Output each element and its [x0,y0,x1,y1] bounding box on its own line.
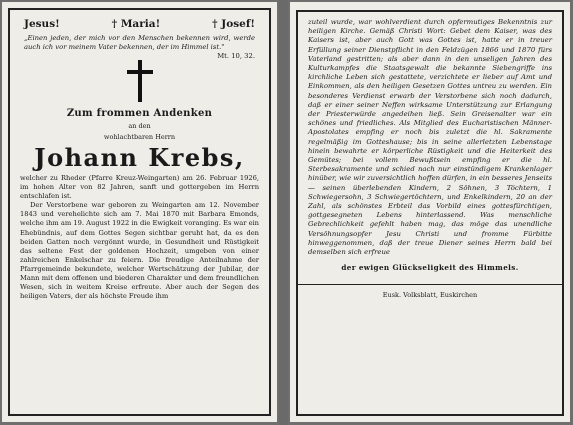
bible-quote: „Einen jeden, der mich vor den Menschen bekennen wird, werde auch ich vor meinem Vater bekennen, der im Himmel ist." Mt. 10, 32. [24,34,255,60]
memorial-title: Zum frommen Andenken [66,108,213,119]
deceased-name: Johann Krebs, [34,143,245,172]
invocation-josef: † Josef! [212,18,255,30]
cross-glyph: † [212,18,218,30]
memorial-card-front [2,2,277,422]
memorial-card-back [290,2,570,422]
closing-line: der ewigen Glückseligkeit des Himmels. [341,263,519,273]
card-divider [279,0,288,425]
printer-credit: Eusk. Volksblatt, Euskirchen [382,291,478,300]
biography-continued: zuteil wurde, war wohlverdient durch opfermutiges Bekenntnis zur heiligen Kirche. Gemäß Christi Wort: Gebet dem Kaiser, was des Kaisers ist, aber auch Gott was Gottes ist, hatte er in treuer Erfüllung seiner Dienstpflicht in den Feldzügen 1866 und 1870 fürs Vaterland gestritten; als aber dann in den unseligen Jahren des Kulturkampfes die Staatsgewalt die bekannte Siebengriffe ins kirchliche Leben sich gestattete, verzichtete er lieber auf Amt und Einkommen, als den heiligen Gesetzen Gottes untreu zu werden. Ein besonderes Verdienst erwarb der Verstorbene sich noch dadurch, daß er einer seiner Neffen wirksame Unterstützung zur Erlangung der Priesterwürde angedeihen ließ. Sein Greisenalter war ein schönes und friedliches. Als Mitglied des Eucharistischen Männer-Apostolates empfing er noch bis zuletzt die hl. Sakramente regelmäßig im Gotteshause; bis in seine allerletzten Lebenstage hinein bewahrte er körperliche Rüstigkeit und die Heiterkeit des Gemütes; bei vollem Bewußtsein empfing er die hl. Sterbesakramente und schied nach nur einstündigem Krankenlager hinüber, wie wir zuversichtlich hoffen dürfen, in ein besseres Jenseits — seinen überlebenden Kindern, 2 Söhnen, 3 Töchtern, 1 Schwiegersohn, 3 Schwiegertöchtern, und Enkelkindern, 20 an der Zahl, als schönstes Erbteil das Vorbild eines gottesfürchtigen, gottgesegneten Lebens hinterlassend. Was menschliche Gebrechlichkeit gefehlt haben mag, das möge das unendliche Versöhnungsopfer Jesu Christi und fromme Fürbitte hinweggenommen, daß der treue Diener seines Herrn bald bei demselben sich erfreue [308,18,552,257]
invocation-maria: † Maria! [111,18,161,30]
cross-icon [127,60,153,102]
cross-glyph: † [111,18,118,30]
death-paragraph: welcher zu Rheder (Pfarre Kreuz-Weingarten) am 26. Februar 1926, im hohen Alter von 82 Jahren, sanft und gottergeben im Herrn entschlafen ist. [20,174,259,201]
card-border [296,10,564,416]
invocation-jesus: Jesus! [24,18,60,30]
biography-left [20,174,259,301]
biography-right [308,18,552,257]
honorific: wohlachtbaren Herrn [103,133,176,141]
invocation-header [18,16,261,30]
life-paragraph: Der Verstorbene war geboren zu Weingarten am 12. November 1843 und verehelichte sich am 7. Mai 1870 mit Barbara Emonds, welche ihm am 19. August 1922 in die Ewigkeit voranging. Es war ein Ehebündnis, auf dem Gottes Segen sichtbar geruht hat, da es den beiden Gatten noch vergönnt wurde, in Gesundheit und Rüstigkeit das seltene Fest der goldenen Hochzeit, umgeben von einer zahlreichen Enkelschar zu feiern. Die freudige Anteilnahme der Pfarrgemeinde bekundete, welcher Wertschätzung der Jubilar, der Mann mit dem offenen und biederen Charakter und dem freundlichen Wesen, sich in weitem Kreise erfreute. Aber auch der Segen des heiligen Vaters, der als höchste Freude ihm [20,201,259,301]
divider-line [298,284,562,285]
card-border [8,8,271,416]
an-den: an den [128,122,151,130]
quote-source: Mt. 10, 32. [217,52,255,60]
